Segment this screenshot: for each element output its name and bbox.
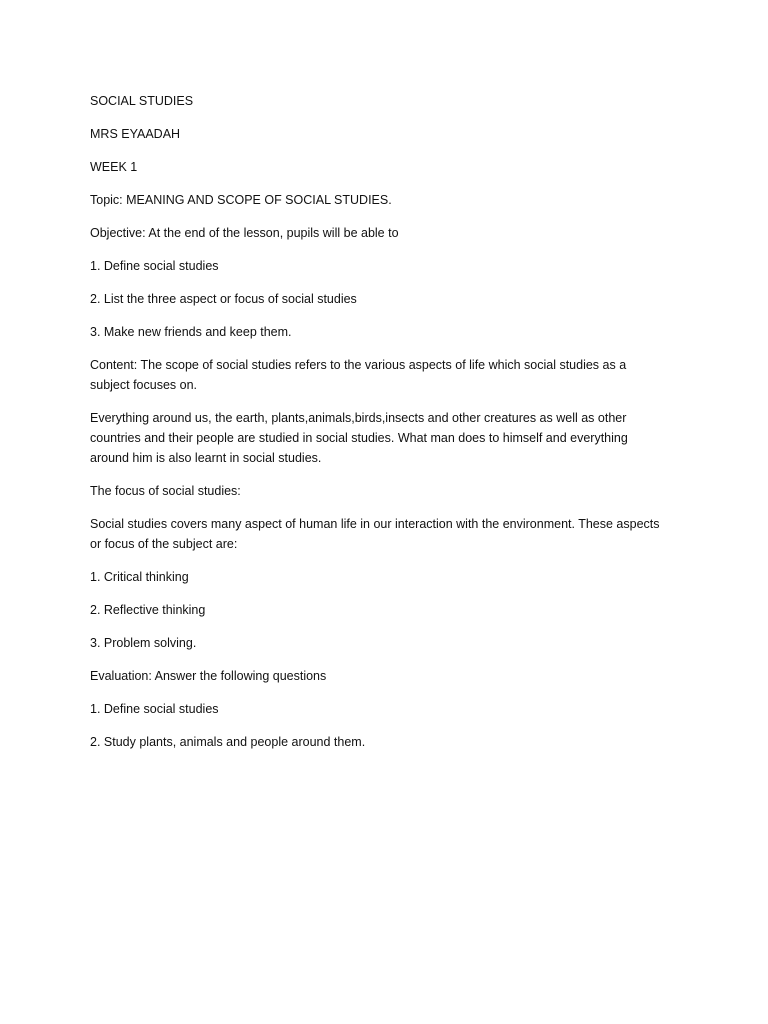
evaluation-item: 1. Define social studies [90, 702, 219, 716]
evaluation-item: 2. Study plants, animals and people around them. [90, 735, 366, 749]
focus-item: 1. Critical thinking [90, 570, 189, 584]
objective-item: 3. Make new friends and keep them. [90, 325, 292, 339]
evaluation-heading: Evaluation: Answer the following questions [90, 669, 327, 683]
subject-heading: SOCIAL STUDIES [90, 94, 194, 108]
focus-heading: The focus of social studies: [90, 484, 241, 498]
document-body [90, 91, 660, 765]
focus-item: 2. Reflective thinking [90, 603, 206, 617]
teacher-name: MRS EYAADAH [90, 127, 181, 141]
topic-line: Topic: MEANING AND SCOPE OF SOCIAL STUDIES. [90, 193, 392, 207]
objective-item: 1. Define social studies [90, 259, 219, 273]
content-paragraph: Content: The scope of social studies refers to the various aspects of life which social studies as a subject focuses on. [90, 358, 627, 392]
focus-paragraph: Social studies covers many aspect of human life in our interaction with the environment. These aspects or focus of the subject are: [90, 517, 660, 551]
focus-item: 3. Problem solving. [90, 636, 197, 650]
week-label: WEEK 1 [90, 160, 138, 174]
objective-item: 2. List the three aspect or focus of social studies [90, 292, 357, 306]
content-paragraph: Everything around us, the earth, plants,animals,birds,insects and other creatures as well as other countries and their people are studied in social studies. What man does to himself and everything around him is also learnt in social studies. [90, 411, 628, 465]
objective-line: Objective: At the end of the lesson, pupils will be able to [90, 226, 399, 240]
